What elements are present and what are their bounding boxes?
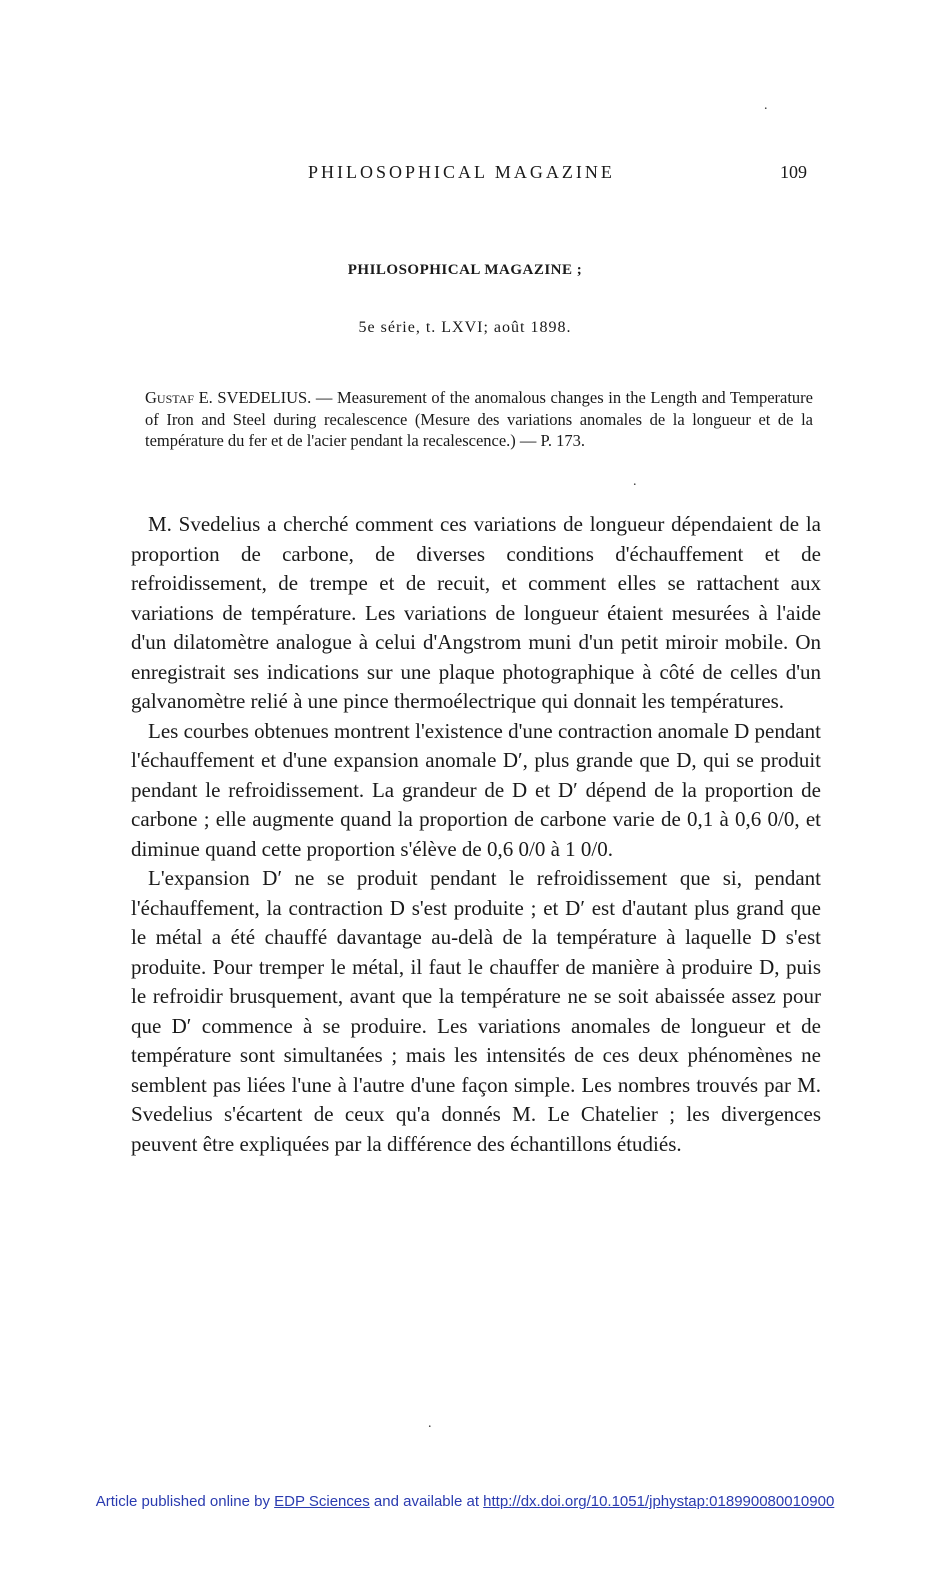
footer-prefix: Article published online by — [95, 1493, 275, 1510]
body-text — [131, 510, 821, 1159]
running-head — [0, 162, 930, 186]
page-number: 109 — [780, 162, 807, 182]
publisher-link[interactable]: EDP Sciences — [274, 1493, 370, 1510]
body-paragraph: Les courbes obtenues montrent l'existence d'une contraction anomale D pendant l'échauffement et d'une expansion anomale D′, plus grande que D, qui se produit pendant le refroidissement. La grandeur de D et D′ dépend de la proportion de carbone ; elle augmente quand la proportion de carbone varie de 0,1 à 0,6 0/0, et diminue quand cette proportion s'élève de 0,6 0/0 à 1 0/0. — [131, 718, 821, 861]
footer-middle: and available at — [369, 1493, 484, 1510]
scan-speck: . — [764, 98, 768, 113]
doi-link[interactable]: http://dx.doi.org/10.1051/jphystap:018990080010900 — [483, 1493, 835, 1510]
abstract — [145, 387, 813, 452]
scan-speck: . — [428, 1416, 432, 1431]
author-name: E. SVEDELIUS. — [198, 388, 312, 407]
body-paragraph: L'expansion D′ ne se produit pendant le refroidissement que si, pendant l'échauffement, la contraction D s'est produite ; et D′ est d'autant plus grand que le métal a été chauffé davantage au-delà de la température à laquelle D s'est produite. Pour tremper le métal, il faut le chauffer de manière à produire D, puis le refroidir brusquement, avant que la température ne se soit abaissée assez pour que D′ commence à se produire. Les variations anomales de longueur et de température sont simultanées ; mais les intensités de ces deux phénomènes ne semblent pas liées l'une à l'autre d'une façon simple. Les nombres trouvés par M. Svedelius s'écartent de ceux qu'a donnés M. Le Chatelier ; les divergences peuvent être expliquées par la différence des échantillons étudiés. — [131, 866, 821, 1156]
author-given-name: Gustaf — [145, 388, 194, 407]
scan-speck: . — [633, 474, 637, 489]
abstract-text: — Measurement of the anomalous changes in the Length and Temperature of Iron and Steel during recalescence (Mesure des variations anomales de la longueur et de la température du fer et de l'acier pendant la recalescence.) — P. 173. — [145, 388, 813, 450]
running-title: PHILOSOPHICAL MAGAZINE — [308, 162, 615, 182]
journal-title: PHILOSOPHICAL MAGAZINE ; — [347, 262, 583, 278]
body-paragraph: M. Svedelius a cherché comment ces variations de longueur dépendaient de la proportion de carbone, de diverses conditions d'échauffement et de refroidissement, de trempe et de recuit, et comment elles se rattachent aux variations de température. Les variations de longueur étaient mesurées à l'aide d'un dilatomètre analogue à celui d'Angstrom muni d'un petit miroir mobile. On enregistrait ses indications sur une plaque photographique à côté de celles d'un galvanomètre relié à une pince thermoélectrique qui donnait les températures. — [131, 512, 821, 713]
series-line: 5e série, t. LXVI; août 1898. — [358, 319, 572, 336]
footer — [0, 1493, 930, 1510]
